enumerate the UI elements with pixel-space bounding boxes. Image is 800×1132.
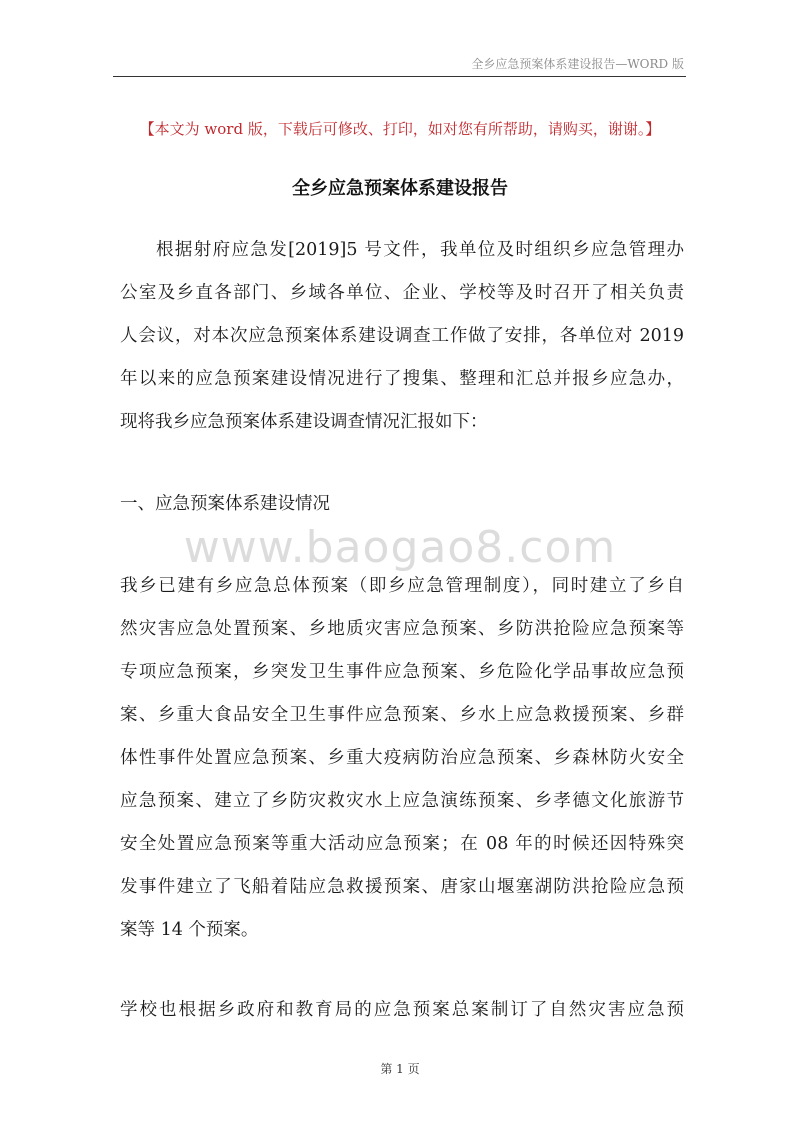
paragraph-2-line-2: 然灾害应急处置预案、乡地质灾害应急预案、乡防洪抢险应急预案等 xyxy=(120,619,684,639)
paragraph-1-line-3: 人会议，对本次应急预案体系建设调查工作做了安排，各单位对 2019 xyxy=(120,326,684,346)
paragraph-1-line-5: 现将我乡应急预案体系建设调查情况汇报如下： xyxy=(120,412,488,432)
document-title: 全乡应急预案体系建设报告 xyxy=(292,178,508,199)
paragraph-2-line-5: 体性事件处置应急预案、乡重大疫病防治应急预案、乡森林防火安全 xyxy=(120,748,684,768)
paragraph-2-line-7: 安全处置应急预案等重大活动应急预案；在 08 年的时候还因特殊突 xyxy=(120,834,684,854)
paragraph-1-line-1: 根据射府应急发[2019]5 号文件，我单位及时组织乡应急管理办 xyxy=(156,240,684,260)
header-divider xyxy=(113,76,686,77)
purchase-notice: 【本文为 word 版，下载后可修改、打印，如对您有所帮助，请购买，谢谢。】 xyxy=(139,120,661,138)
paragraph-2-line-6: 应急预案、建立了乡防灾救灾水上应急演练预案、乡孝德文化旅游节 xyxy=(120,791,684,811)
paragraph-2-line-1: 我乡已建有乡应急总体预案（即乡应急管理制度），同时建立了乡自 xyxy=(120,576,684,596)
page-number: 第 1 页 xyxy=(380,1062,420,1076)
paragraph-2-line-3: 专项应急预案，乡突发卫生事件应急预案、乡危险化学品事故应急预 xyxy=(120,662,684,682)
paragraph-1-line-4: 年以来的应急预案建设情况进行了搜集、整理和汇总并报乡应急办， xyxy=(120,369,684,389)
paragraph-1-line-2: 公室及乡直各部门、乡域各单位、企业、学校等及时召开了相关负责 xyxy=(120,283,684,303)
paragraph-2-line-4: 案、乡重大食品安全卫生事件应急预案、乡水上应急救援预案、乡群 xyxy=(120,705,684,725)
section-1-heading: 一、应急预案体系建设情况 xyxy=(120,494,330,514)
paragraph-3-line-1: 学校也根据乡政府和教育局的应急预案总案制订了自然灾害应急预 xyxy=(120,1000,684,1020)
paragraph-2-line-8: 发事件建立了飞船着陆应急救援预案、唐家山堰塞湖防洪抢险应急预 xyxy=(120,877,684,897)
watermark: www.baogao8.com xyxy=(183,522,617,573)
running-header: 全乡应急预案体系建设报告—WORD 版 xyxy=(471,57,684,71)
paragraph-2-line-9: 案等 14 个预案。 xyxy=(120,920,259,940)
